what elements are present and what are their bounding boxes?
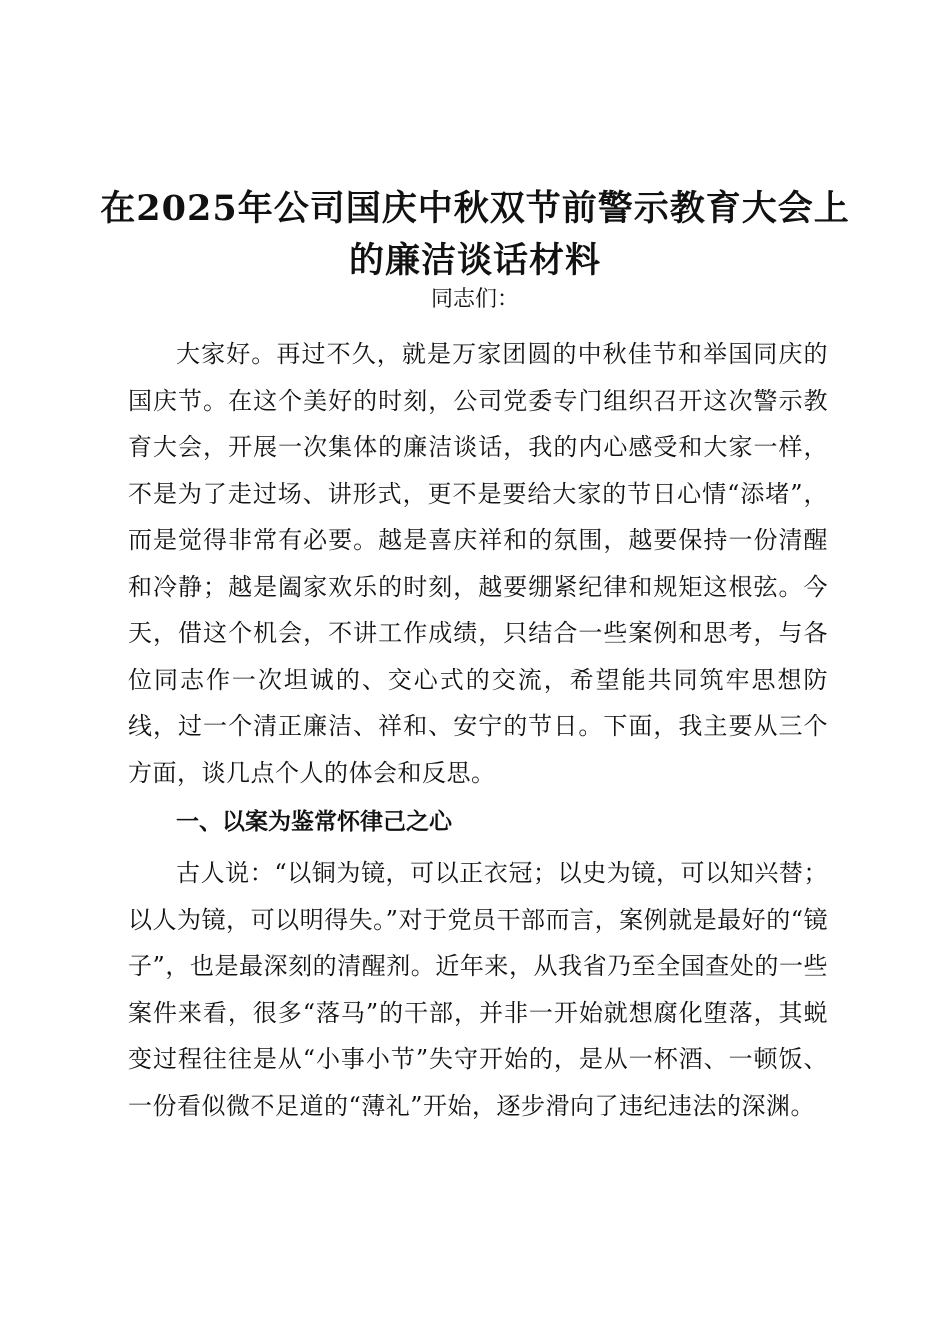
section-heading-1: 一、以案为鉴常怀律己之心 [176, 809, 452, 835]
paragraph-section-1: 古人说：“以铜为镜，可以正衣冠；以史为镜，可以知兴替；以人为镜，可以明得失。”对于党员干部而言，案例就是最好的“镜子”，也是最深刻的清醒剂。近年来，从我省乃至全国查处的一些案件来看，很多“落马”的干部，并非一开始就想腐化堕落，其蜕变过程往往是从“小事小节”失守开始的，是从一杯酒、一顿饭、一份看似微不足道的“薄礼”开始，逐步滑向了违纪违法的深渊。 [128, 859, 828, 1120]
salutation: 同志们： [430, 287, 519, 312]
document-title: 在2025年公司国庆中秋双节前警示教育大会上的廉洁谈话材料 [100, 188, 850, 282]
paragraph-intro: 大家好。再过不久，就是万家团圆的中秋佳节和举国同庆的国庆节。在这个美好的时刻，公司党委专门组织召开这次警示教育大会，开展一次集体的廉洁谈话，我的内心感受和大家一样，不是为了走过场、讲形式，更不是要给大家的节日心情“添堵”，而是觉得非常有必要。越是喜庆祥和的氛围，越要保持一份清醒和冷静；越是阖家欢乐的时刻，越要绷紧纪律和规矩这根弦。今天，借这个机会，不讲工作成绩，只结合一些案例和思考，与各位同志作一次坦诚的、交心式的交流，希望能共同筑牢思想防线，过一个清正廉洁、祥和、安宁的节日。下面，我主要从三个方面，谈几点个人的体会和反思。 [128, 340, 828, 787]
